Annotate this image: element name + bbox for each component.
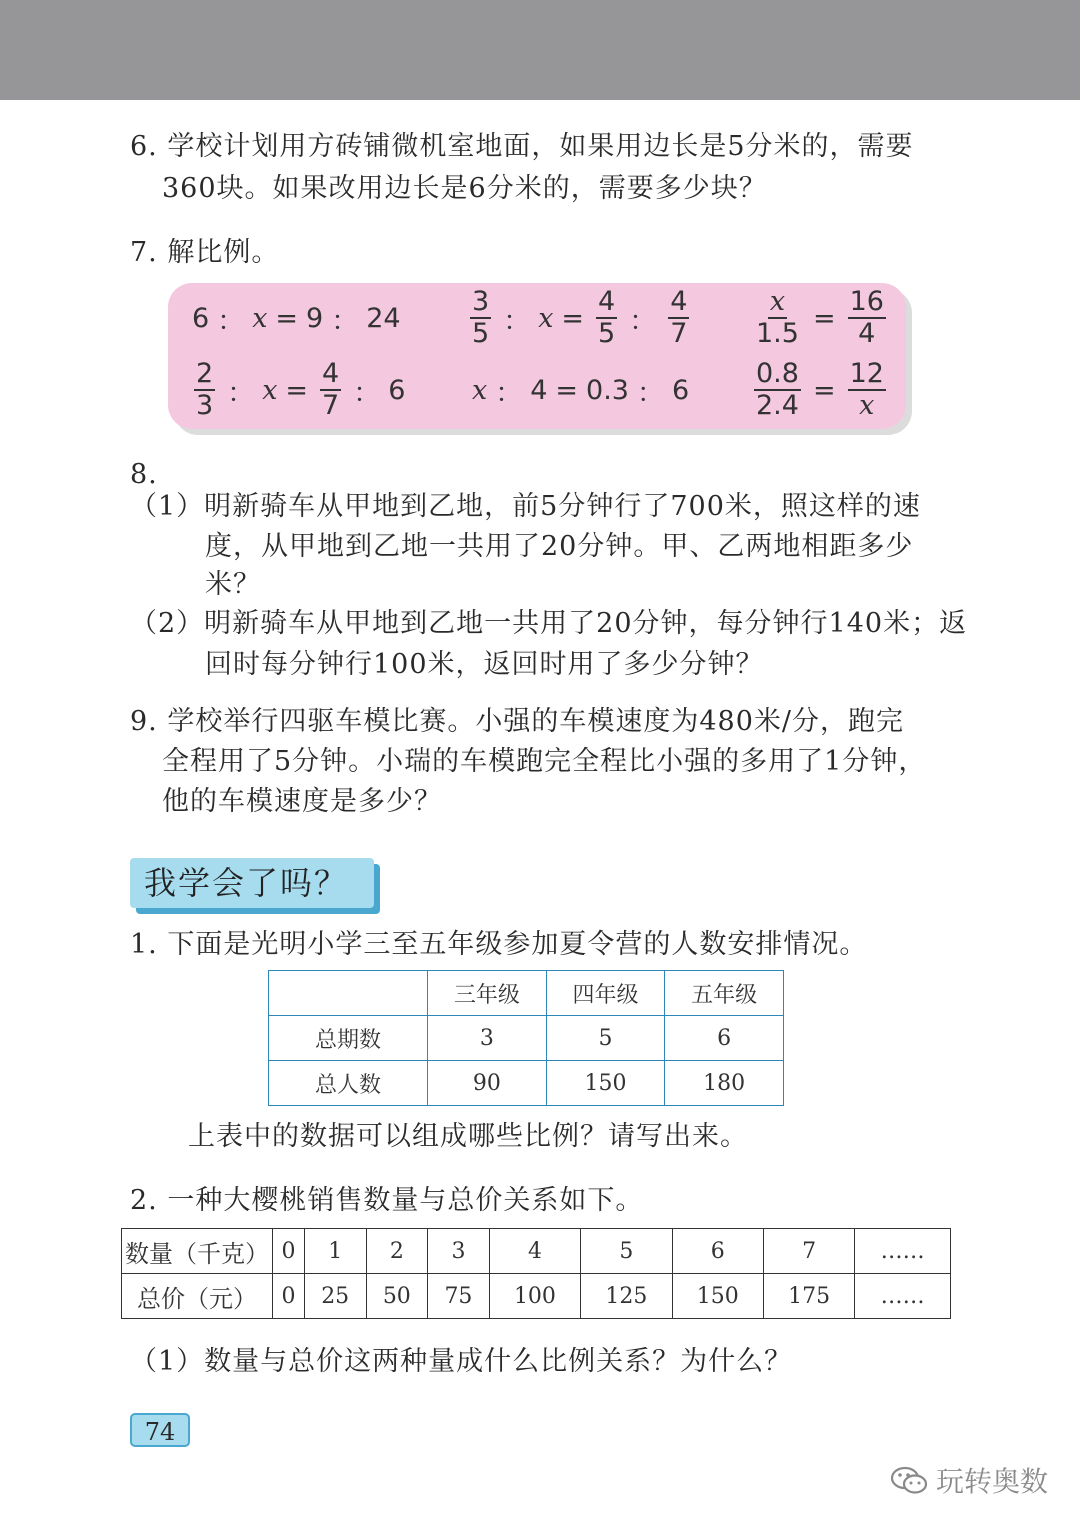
table-cell: 3 bbox=[428, 1016, 547, 1061]
table-cell: …… bbox=[855, 1229, 951, 1274]
table-cell bbox=[269, 971, 428, 1016]
table-cell: 125 bbox=[581, 1274, 672, 1319]
page-number: 74 bbox=[130, 1413, 190, 1447]
table-cell: …… bbox=[855, 1274, 951, 1319]
table-cell: 总人数 bbox=[269, 1061, 428, 1106]
camp-table bbox=[268, 970, 784, 1106]
table-cell: 90 bbox=[428, 1061, 547, 1106]
table-row bbox=[269, 1061, 784, 1106]
table-cell: 0 bbox=[273, 1229, 305, 1274]
table-row bbox=[122, 1229, 951, 1274]
wechat-icon bbox=[890, 1465, 928, 1495]
table-cell: 150 bbox=[546, 1061, 665, 1106]
table-cell: 100 bbox=[489, 1274, 580, 1319]
table-cell: 175 bbox=[763, 1274, 854, 1319]
table-cell: 5 bbox=[546, 1016, 665, 1061]
equation-5: x ： 4 = 0.3 ： 6 bbox=[472, 374, 690, 409]
table-cell: 5 bbox=[581, 1229, 672, 1274]
problem-8-q2-line-1: （2）明新骑车从甲地到乙地一共用了20分钟，每分钟行140米；返 bbox=[130, 608, 968, 639]
watermark-text: 玩转奥数 bbox=[936, 1465, 1049, 1498]
table-cell: 0 bbox=[273, 1274, 305, 1319]
section-heading: 我学会了吗？ bbox=[130, 858, 374, 908]
table-cell: 3 bbox=[428, 1229, 490, 1274]
table-header-cell: 三年级 bbox=[428, 971, 547, 1016]
problem-6-line-2: 360块。如果改用边长是6分米的，需要多少块？ bbox=[162, 173, 767, 204]
table-cell: 50 bbox=[366, 1274, 428, 1319]
equation-box bbox=[168, 283, 906, 429]
review-q1-followup: 上表中的数据可以组成哪些比例？请写出来。 bbox=[188, 1121, 748, 1152]
table-header-cell: 四年级 bbox=[546, 971, 665, 1016]
equation-6: $\frac{0.8}{2.4}$ = $\frac{12}{x}$ bbox=[756, 358, 884, 421]
review-q2-sub1: （1）数量与总价这两种量成什么比例关系？为什么？ bbox=[130, 1346, 793, 1377]
problem-6-line-1: 6. 学校计划用方砖铺微机室地面，如果用边长是5分米的，需要 bbox=[130, 131, 914, 162]
problem-8-number: 8. bbox=[130, 459, 158, 490]
table-cell: 7 bbox=[763, 1229, 854, 1274]
table-cell: 总期数 bbox=[269, 1016, 428, 1061]
problem-9-line-3: 他的车模速度是多少？ bbox=[162, 786, 442, 817]
table-row bbox=[269, 1016, 784, 1061]
table-cell: 2 bbox=[366, 1229, 428, 1274]
table-row bbox=[269, 971, 784, 1016]
problem-8-q1-line-1: （1）明新骑车从甲地到乙地，前5分钟行了700米，照这样的速 bbox=[130, 491, 921, 522]
problem-8-q1-line-3: 米？ bbox=[205, 569, 261, 600]
table-cell: 总价（元） bbox=[122, 1274, 273, 1319]
table-cell: 6 bbox=[672, 1229, 763, 1274]
table-cell: 25 bbox=[304, 1274, 366, 1319]
problem-8-q2-line-2: 回时每分钟行100米，返回时用了多少分钟？ bbox=[205, 649, 764, 680]
equation-3: $\frac{x}{1.5}$ = $\frac{16}{4}$ bbox=[756, 286, 884, 349]
watermark bbox=[890, 1460, 1048, 1500]
table-cell: 数量（千克） bbox=[122, 1229, 273, 1274]
table-cell: 75 bbox=[428, 1274, 490, 1319]
table-cell: 180 bbox=[665, 1061, 784, 1106]
equation-2: $\frac{3}{5}$ ： x = $\frac{4}{5}$ ： $\frac{4}{7}$ bbox=[472, 286, 688, 349]
scan-top-band bbox=[0, 0, 1080, 100]
table-header-cell: 五年级 bbox=[665, 971, 784, 1016]
table-row bbox=[122, 1274, 951, 1319]
table-cell: 1 bbox=[304, 1229, 366, 1274]
equation-1: 6 ： x = 9 ： 24 bbox=[192, 302, 401, 337]
equation-4: $\frac{2}{3}$ ： x = $\frac{4}{7}$ ： 6 bbox=[196, 358, 406, 421]
problem-9-line-2: 全程用了5分钟。小瑞的车模跑完全程比小强的多用了1分钟， bbox=[162, 746, 927, 777]
review-q1-text: 1. 下面是光明小学三至五年级参加夏令营的人数安排情况。 bbox=[130, 929, 868, 960]
cherry-table bbox=[121, 1228, 951, 1319]
problem-8-q1-line-2: 度，从甲地到乙地一共用了20分钟。甲、乙两地相距多少 bbox=[205, 531, 914, 562]
problem-9-line-1: 9. 学校举行四驱车模比赛。小强的车模速度为480米/分，跑完 bbox=[130, 706, 904, 737]
table-cell: 6 bbox=[665, 1016, 784, 1061]
table-cell: 4 bbox=[489, 1229, 580, 1274]
review-q2-text: 2. 一种大樱桃销售数量与总价关系如下。 bbox=[130, 1185, 644, 1216]
problem-7-title: 7. 解比例。 bbox=[130, 237, 280, 268]
table-cell: 150 bbox=[672, 1274, 763, 1319]
